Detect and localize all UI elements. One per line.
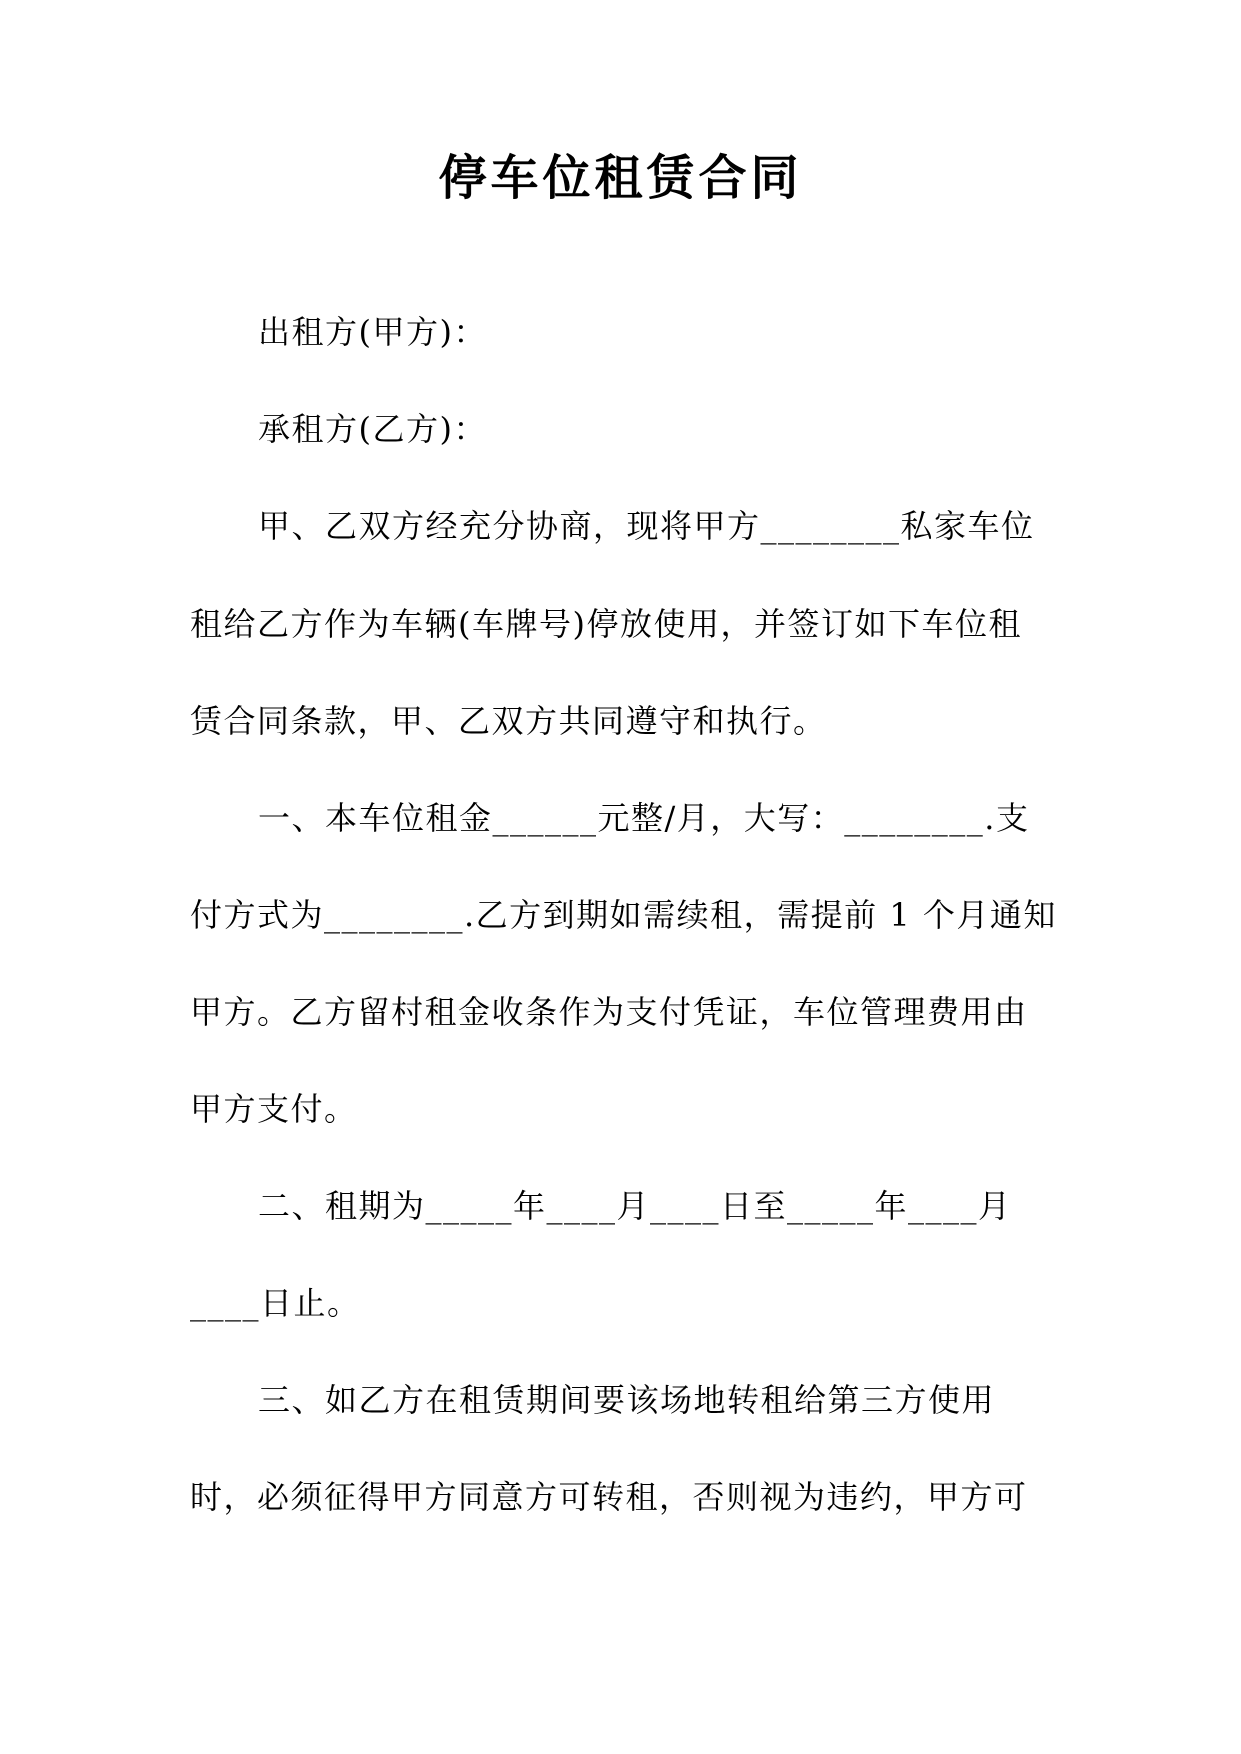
clause-1-line-3: 甲方。乙方留村租金收条作为支付凭证，车位管理费用由 [190, 993, 1028, 1031]
clause-2-line-2: ____日止。 [190, 1284, 361, 1322]
preamble-line-2: 租给乙方作为车辆(车牌号)停放使用，并签订如下车位租 [190, 605, 1022, 643]
clause-1-line-4: 甲方支付。 [190, 1090, 358, 1128]
preamble-line-3: 赁合同条款，甲、乙双方共同遵守和执行。 [190, 702, 827, 740]
lessor-label: 出租方(甲方)： [258, 313, 487, 351]
clause-3-line-2: 时，必须征得甲方同意方可转租，否则视为违约，甲方可 [190, 1478, 1028, 1516]
preamble-line-1: 甲、乙双方经充分协商，现将甲方________私家车位 [258, 507, 1035, 545]
lessee-label: 承租方(乙方)： [258, 410, 487, 448]
clause-3-line-1: 三、如乙方在租赁期间要该场地转租给第三方使用 [258, 1381, 996, 1419]
clause-1-line-1: 一、本车位租金______元整/月，大写：________.支 [258, 799, 1030, 837]
clause-1-line-2: 付方式为________.乙方到期如需续租，需提前 1 个月通知 [190, 896, 1057, 934]
clause-2-line-1: 二、租期为_____年____月____日至_____年____月 [258, 1187, 1012, 1225]
document-title: 停车位租赁合同 [438, 150, 803, 206]
